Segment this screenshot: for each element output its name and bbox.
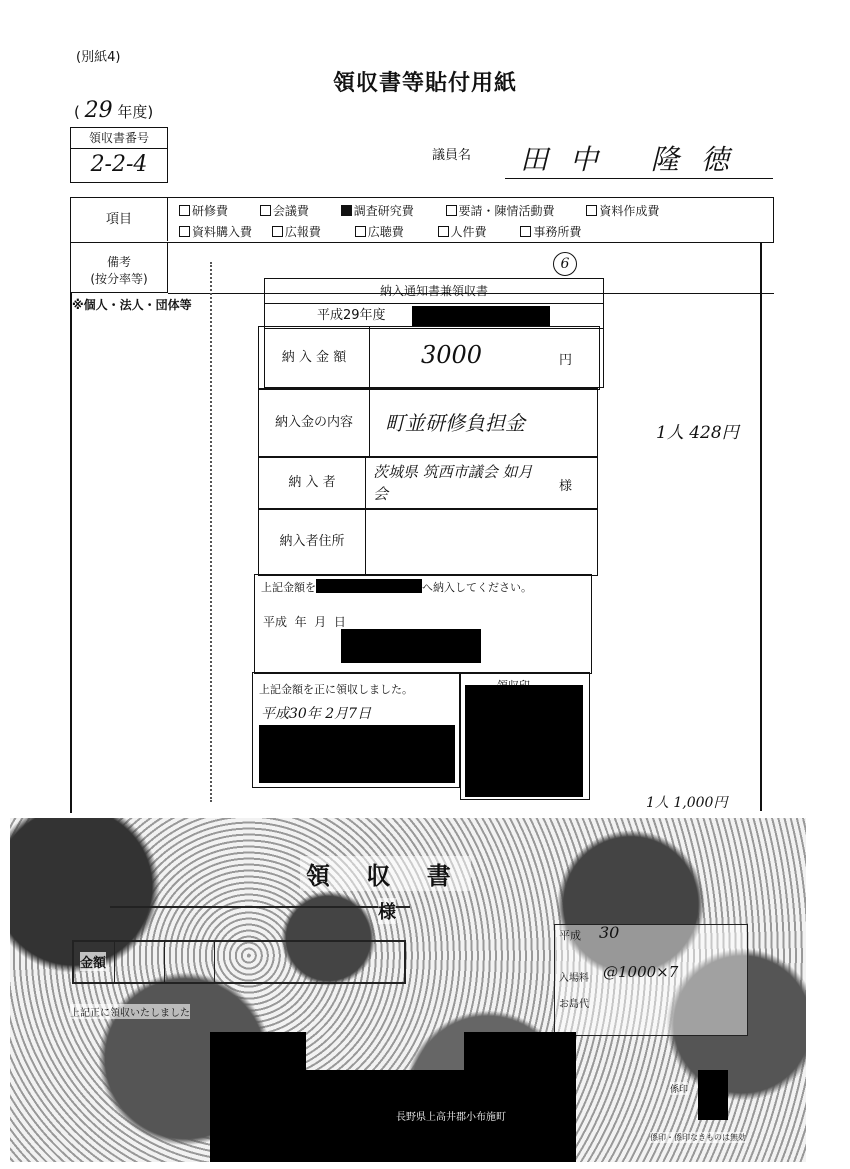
receipt2-date-year: 30 <box>599 923 620 942</box>
item-materials[interactable]: 資料作成費 <box>586 204 659 218</box>
grid-divider <box>164 942 165 982</box>
attachment-label: (別紙4) <box>76 50 121 65</box>
amount-row <box>258 326 600 390</box>
amount-grid <box>72 940 406 984</box>
amount-label: 納 入 金 額 <box>259 327 370 388</box>
item-hearing[interactable]: 広聴費 <box>355 225 404 239</box>
pay-instruction-box <box>254 574 592 674</box>
receipt2-title: 領 収 書 <box>300 856 471 891</box>
notice-year: 平成29年度 <box>317 308 386 323</box>
grid-divider <box>114 942 115 982</box>
pay-date: 平成 年 月 日 <box>263 615 346 629</box>
member-label: 議員名 <box>432 148 472 163</box>
receipt2-detail-box <box>554 924 748 1036</box>
items-label: 項目 <box>71 198 168 241</box>
redaction-block <box>465 685 583 797</box>
receipt2-notice: 上記正に領収いたしました <box>70 1004 190 1019</box>
content-value: 町並研修負担金 <box>385 411 525 435</box>
address-label: 納入者住所 <box>259 509 366 574</box>
item-petition[interactable]: 要請・陳情活動費 <box>446 204 555 218</box>
member-name: 田中 隆徳 <box>520 143 751 176</box>
left-border <box>70 293 72 813</box>
redaction-block <box>316 579 422 593</box>
redaction-block <box>341 629 481 663</box>
side-note-1000: 1人 1,000円 <box>646 795 728 811</box>
addressee-line <box>110 906 410 908</box>
checkbox-icon <box>260 205 271 216</box>
redaction-block <box>412 306 550 326</box>
checkbox-icon <box>355 226 366 237</box>
item-purchase[interactable]: 資料購入費 <box>179 225 252 239</box>
checkbox-icon <box>438 226 449 237</box>
right-border <box>760 243 762 811</box>
checked-checkbox-icon <box>341 205 352 216</box>
remarks-note: ※個人・法人・団体等 <box>72 298 192 312</box>
fiscal-year-value: 29 <box>84 98 113 123</box>
item-pr[interactable]: 広報費 <box>272 225 321 239</box>
redaction-block <box>698 1070 728 1120</box>
payer-label: 納 入 者 <box>259 457 366 508</box>
items-row2 <box>179 223 581 240</box>
side-note-428: 1人 428円 <box>656 423 739 443</box>
member-underline <box>505 178 773 179</box>
receipt2-footer: 係印・係印なきものは無効 <box>650 1133 746 1142</box>
remarks-sublabel: (按分率等) <box>90 272 148 286</box>
addressee-suffix: 様 <box>378 898 396 924</box>
received-box <box>252 672 460 788</box>
item-research[interactable]: 調査研究費 <box>341 204 414 218</box>
payer-suffix: 様 <box>559 479 573 494</box>
remarks-label: 備考 <box>106 255 131 269</box>
content-label: 納入金の内容 <box>259 389 370 456</box>
redaction-block <box>210 1032 306 1162</box>
checkbox-icon <box>586 205 597 216</box>
checkbox-icon <box>446 205 457 216</box>
receipt2-stamp-label: 係印 <box>670 1082 688 1095</box>
fiscal-suffix: 年度) <box>117 103 154 121</box>
received-line: 上記金額を正に領収しました。 <box>259 683 413 696</box>
redaction-block <box>259 725 455 783</box>
content-row <box>258 388 598 458</box>
redaction-block <box>464 1032 576 1072</box>
payer-row <box>258 456 598 510</box>
page-title: 領収書等貼付用紙 <box>332 71 517 96</box>
stamp-box <box>460 672 590 800</box>
checkbox-icon <box>179 226 190 237</box>
checkbox-icon <box>520 226 531 237</box>
receipt-number-value: 2-2-4 <box>90 152 148 177</box>
item-personnel[interactable]: 人件費 <box>438 225 487 239</box>
items-row <box>70 197 774 243</box>
circled-number: 6 <box>553 252 577 276</box>
receipt2-date-label: 平成 <box>559 929 581 942</box>
address-row <box>258 508 598 576</box>
receipt2-amount-label: 金額 <box>80 952 106 971</box>
fiscal-open: ( <box>74 103 80 121</box>
checkbox-icon <box>272 226 283 237</box>
second-receipt <box>10 818 806 1162</box>
receipt-number-label: 領収書番号 <box>71 128 167 149</box>
item-training[interactable]: 研修費 <box>179 204 228 218</box>
receipt2-entry-value: @1000×7 <box>603 963 679 981</box>
fiscal-year <box>74 98 153 123</box>
notice-header: 納入通知書兼領収書 <box>265 279 603 304</box>
item-office[interactable]: 事務所費 <box>520 225 581 239</box>
receipt-number-box <box>70 127 168 183</box>
receipt2-entry-label: 入場料 <box>559 973 589 984</box>
receipt2-issuer: 長野県上高井郡小布施町 <box>396 1112 506 1123</box>
remarks-label-box <box>70 243 168 293</box>
receipt2-count-label: お島代 <box>559 999 589 1010</box>
items-row1 <box>179 202 659 219</box>
pay-instruction: 上記金額を へ納入してください。 <box>261 581 532 594</box>
item-meeting[interactable]: 会議費 <box>260 204 309 218</box>
amount-unit: 円 <box>559 353 573 368</box>
dotted-guide <box>210 262 212 802</box>
checkbox-icon <box>179 205 190 216</box>
payer-value: 茨城県 筑西市議会 如月会 <box>373 463 533 503</box>
amount-value: 3000 <box>421 341 483 369</box>
grid-divider <box>214 942 215 982</box>
received-date: 平成30年 2月7日 <box>261 706 372 722</box>
